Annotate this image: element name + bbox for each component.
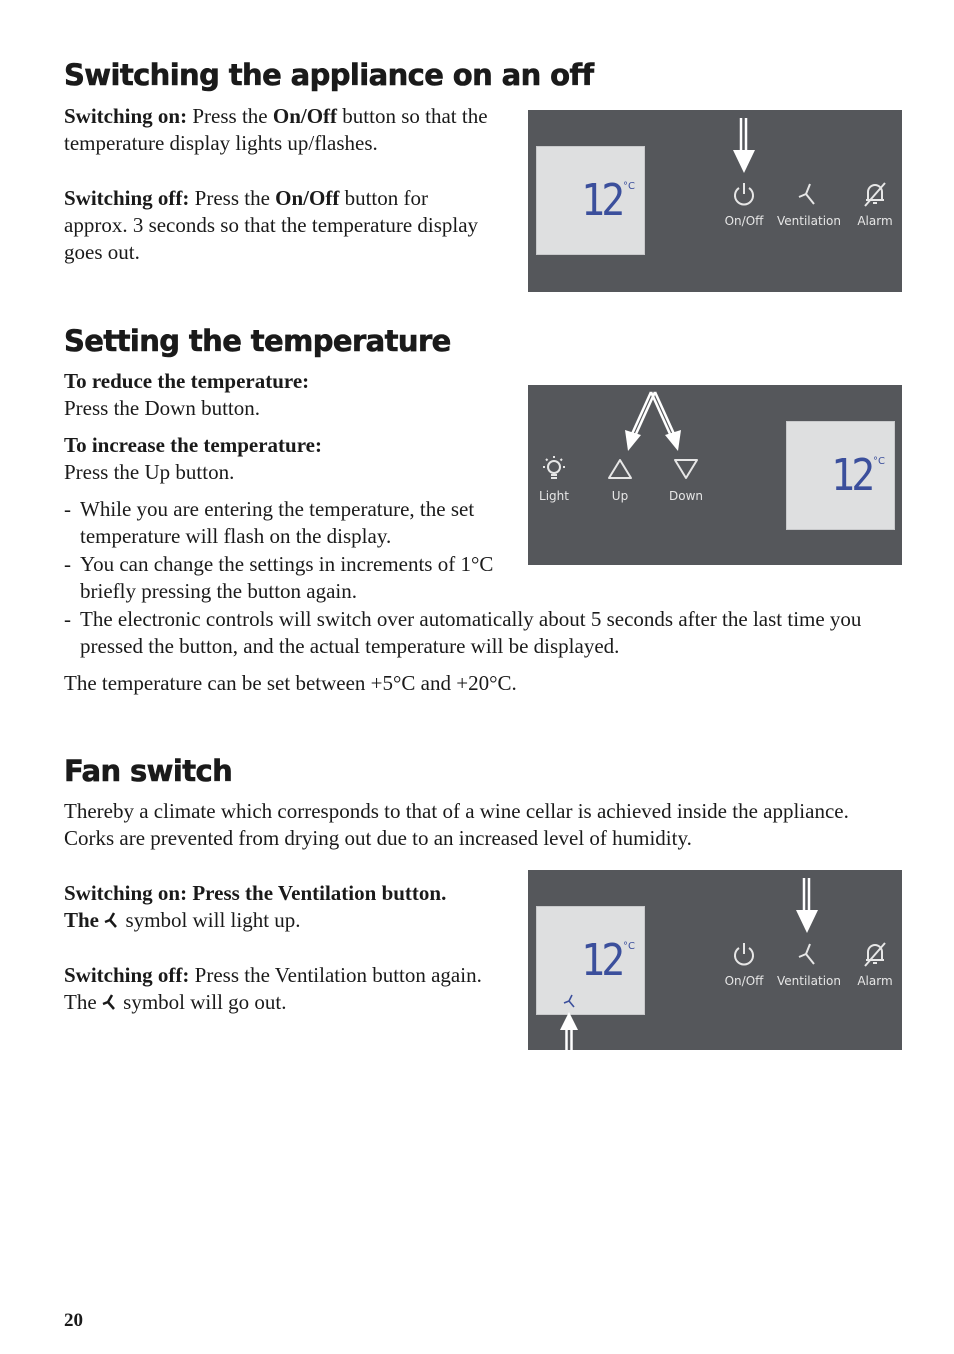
switching-on-paragraph: Switching on: Press the On/Off button so that the temperature display lights up/flashes. — [64, 104, 488, 155]
fan-on-label: Switching on: Press the Ventilation button. — [64, 881, 447, 905]
light-icon — [539, 455, 569, 483]
ventilation-label: Ventilation — [777, 214, 841, 228]
up-triangle-icon — [606, 455, 634, 483]
power-icon — [731, 940, 757, 968]
fan-icon — [796, 940, 822, 968]
list-item: - While you are entering the temperature, the set temperature will flash on the display. — [64, 496, 510, 550]
alarm-button[interactable] — [840, 180, 910, 228]
temperature-unit: °C — [623, 181, 635, 192]
list-item: - You can change the settings in increments of 1°C briefly pressing the button again. — [64, 551, 510, 605]
fan-icon — [104, 911, 120, 929]
onoff-button[interactable] — [709, 180, 779, 228]
temperature-value: 12 — [581, 175, 622, 226]
fan-off-label: Switching off: — [64, 963, 190, 987]
alarm-label: Alarm — [857, 214, 893, 228]
temperature-display — [536, 906, 645, 1015]
down-label: Down — [668, 489, 703, 503]
list-item: - The electronic controls will switch over automatically about 5 seconds after the last time you pressed the button, and the actual temperature will be displayed. — [64, 606, 894, 660]
switching-off-paragraph: Switching off: Press the On/Off button for approx. 3 seconds so that the temperature display goes out. — [64, 186, 479, 264]
control-panel-temperature — [528, 385, 902, 565]
arrow-icon — [623, 390, 683, 452]
page-number: 20 — [64, 1310, 83, 1331]
control-panel-onoff — [528, 110, 902, 292]
down-button[interactable] — [651, 455, 721, 503]
temperature-range-text: The temperature can be set between +5°C and +20°C. — [64, 671, 517, 695]
up-button[interactable] — [585, 455, 655, 503]
temperature-unit: °C — [873, 456, 885, 467]
fan-icon — [102, 993, 118, 1011]
light-label: Light — [539, 489, 569, 503]
increase-text: Press the Up button. — [64, 460, 235, 484]
section-title-switching: Switching the appliance on an off — [64, 58, 594, 92]
onoff-button[interactable] — [709, 940, 779, 988]
arrow-icon — [731, 118, 757, 174]
increase-temperature-paragraph — [64, 432, 504, 486]
power-icon — [731, 180, 757, 208]
control-panel-ventilation — [528, 870, 902, 1050]
switching-off-label: Switching off: — [64, 186, 190, 210]
reduce-label: To reduce the temperature: — [64, 369, 310, 393]
reduce-text: Press the Down button. — [64, 396, 260, 420]
arrow-icon — [558, 1010, 580, 1050]
onoff-label: On/Off — [724, 974, 764, 988]
section-title-fan: Fan switch — [64, 754, 233, 788]
temperature-display — [536, 146, 645, 255]
ventilation-button[interactable] — [774, 180, 844, 228]
onoff-label: On/Off — [724, 214, 764, 228]
ventilation-button[interactable] — [774, 940, 844, 988]
section-title-temperature: Setting the temperature — [64, 324, 451, 358]
up-label: Up — [611, 489, 629, 503]
arrow-icon — [794, 878, 820, 934]
alarm-off-icon — [862, 180, 888, 208]
fan-icon — [563, 993, 579, 1009]
reduce-temperature-paragraph — [64, 368, 504, 422]
fan-icon — [796, 180, 822, 208]
down-triangle-icon — [672, 455, 700, 483]
increase-label: To increase the temperature: — [64, 433, 322, 457]
fan-on-paragraph: Switching on: Press the Ventilation button. The symbol will light up. — [64, 881, 447, 932]
fan-off-paragraph: Switching off: Press the Ventilation button again. The symbol will go out. — [64, 963, 482, 1014]
alarm-label: Alarm — [857, 974, 893, 988]
alarm-button[interactable] — [840, 940, 910, 988]
temperature-unit: °C — [623, 941, 635, 952]
ventilation-label: Ventilation — [777, 974, 841, 988]
light-button[interactable] — [519, 455, 589, 503]
switching-on-label: Switching on: — [64, 104, 188, 128]
fan-intro-paragraph: Thereby a climate which corresponds to that of a wine cellar is achieved inside the appliance. Corks are prevented from drying out due to an increased level of humidity. — [64, 799, 849, 850]
alarm-off-icon — [862, 940, 888, 968]
temperature-display — [786, 421, 895, 530]
temperature-value: 12 — [831, 450, 872, 501]
temperature-value: 12 — [581, 935, 622, 986]
